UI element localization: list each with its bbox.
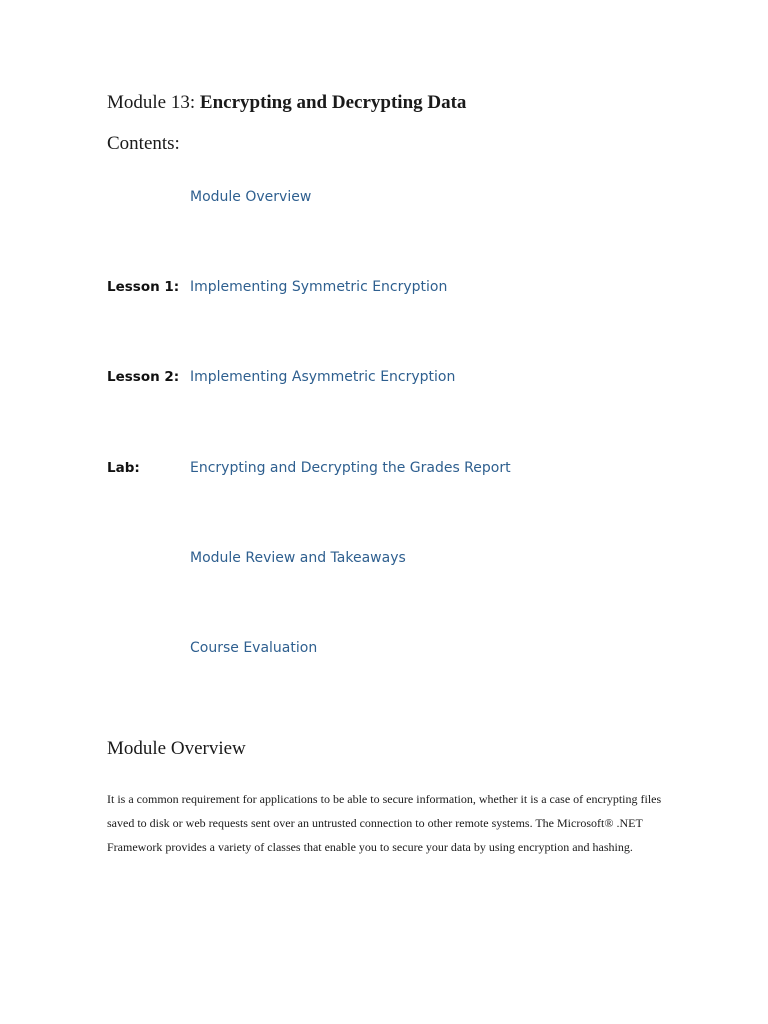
toc-item-label: Lesson 2: <box>107 369 180 385</box>
toc-item-module-overview <box>107 186 707 208</box>
module-title-name: Encrypting and Decrypting Data <box>199 92 467 113</box>
contents-heading: Contents: <box>107 133 180 154</box>
toc-item-evaluation <box>107 637 707 659</box>
toc-link-review-takeaways[interactable]: Module Review and Takeaways <box>190 550 406 566</box>
toc-item-lesson-1 <box>107 276 707 298</box>
toc-item-label: Lab: <box>107 460 140 476</box>
module-overview-heading: Module Overview <box>107 738 246 759</box>
toc-item-review <box>107 547 707 569</box>
toc-link-grades-report[interactable]: Encrypting and Decrypting the Grades Report <box>190 460 511 476</box>
toc-link-course-evaluation[interactable]: Course Evaluation <box>190 640 318 656</box>
toc-link-module-overview[interactable]: Module Overview <box>190 189 312 205</box>
module-overview-paragraph: It is a common requirement for applications to be able to secure information, whether it is a case of encrypting files saved to disk or web requests sent over an untrusted connection to other remote systems. The Microsoft® .NET Framework provides a variety of classes that enable you to secure your data by using encryption and hashing. <box>107 792 662 854</box>
module-title <box>107 90 466 116</box>
toc-link-asymmetric-encryption[interactable]: Implementing Asymmetric Encryption <box>190 369 456 385</box>
toc-item-lab <box>107 457 707 479</box>
toc-item-label: Lesson 1: <box>107 279 180 295</box>
module-title-prefix: Module 13: <box>107 92 200 113</box>
toc-item-lesson-2 <box>107 366 707 388</box>
toc-link-symmetric-encryption[interactable]: Implementing Symmetric Encryption <box>190 279 448 295</box>
